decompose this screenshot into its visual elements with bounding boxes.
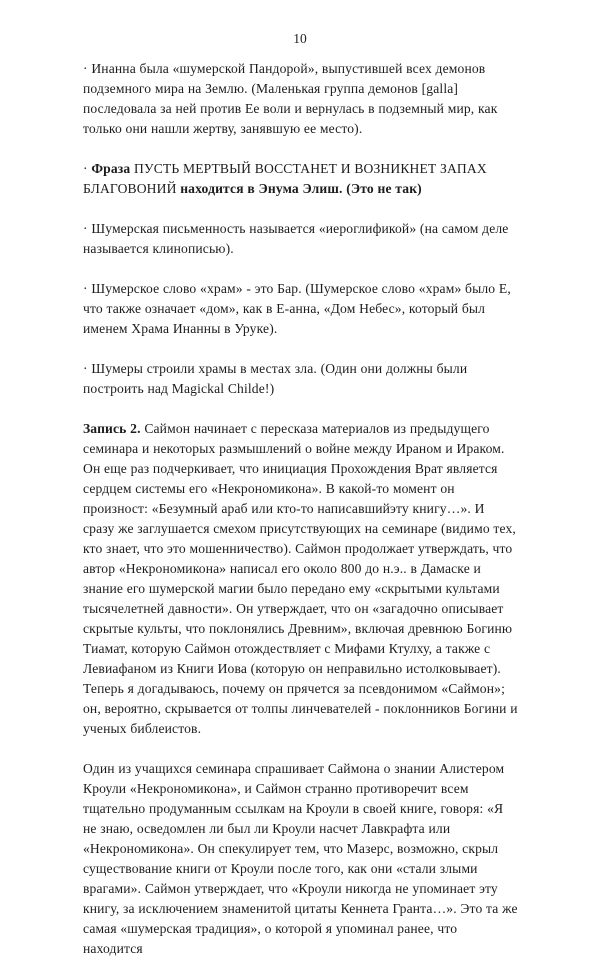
bullet-text: Шумерская письменность называется «иероглификой» (на самом деле называется клинописью). [83, 221, 509, 256]
bullet-text: Шумерское слово «храм» - это Бар. (Шумерское слово «храм» было Е, что также означает «дом», как в Е-анна, «Дом Небес», который был именем Храма Инанны в Уруке). [83, 281, 511, 336]
bullet-item-temple-word [83, 279, 519, 339]
paragraph-lead-bold: Запись 2. [83, 421, 141, 436]
bullet-marker: · [83, 161, 88, 176]
bullet-tail-bold: находится в Энума Элиш. (Это не так) [180, 181, 422, 196]
bullet-lead-bold: Фраза [91, 161, 131, 176]
paragraph-crowley [83, 759, 519, 959]
bullet-marker: · [83, 221, 88, 236]
bullet-caps-phrase: ПУСТЬ МЕРТВЫЙ ВОССТАНЕТ И ВОЗНИКНЕТ ЗАПАХ БЛАГОВОНИЙ [83, 161, 487, 196]
bullet-text: Инанна была «шумерской Пандорой», выпустившей всех демонов подземного мира на Землю. (Маленькая группа демонов [galla] последовала за ней против Ее воли и вернулась в подземный мир, как только они нашли жертву, занявшую ее место). [83, 61, 498, 136]
bullet-marker: · [83, 281, 88, 296]
bullet-marker: · [83, 61, 88, 76]
bullet-item-phrase [83, 159, 519, 199]
paragraph-text: Саймон начинает с пересказа материалов из предыдущего семинара и некоторых размышлений о войне между Ираном и Ираком. Он еще раз подчеркивает, что инициация Прохождения Врат является сердцем системы его «Некрономикона». В какой-то момент он произност: «Безумный араб или кто-то написавшийэту книгу…». И сразу же заглушается смехом присутствующих на семинаре (видимо тех, кто знает, что это мошенничество). Саймон продолжает утверждать, что автор «Некрономикона» написал его около 800 до н.э.. в Дамаске и знание его шумерской магии было передано ему «скрытыми культами тысячелетней давности». Он утверждает, что он «загадочно описывает скрытые культы, что поклонялись Древним», включая древнюю Богиню Тиамат, которую Саймон отождествляет с Мифами Ктулху, а также с Левиафаном из Книги Иова (которую он неправильно истолковывает). Теперь я догадываюсь, почему он прячется за псевдонимом «Саймон»; он, вероятно, скрывается от толпы линчевателей - поклонников Богини и ученых библеистов. [83, 421, 518, 736]
bullet-text: Шумеры строили храмы в местах зла. (Один они должны были построить над Magickal Childe!) [83, 361, 468, 396]
page-number: 10 [293, 31, 307, 46]
bullet-item-inanna [83, 59, 519, 139]
paragraph-text: Один из учащихся семинара спрашивает Саймона о знании Алистером Кроули «Некрономикона», и Саймон странно противоречит всем тщательно продуманным ссылкам на Кроули в своей книге, говоря: «Я не знаю, осведомлен ли был ли Кроули насчет Лавкрафта или «Некрономикона». Он спекулирует тем, что Мазерс, возможно, скрыл существование книги от Кроули после того, как они «стали злыми врагами». Саймон утверждает, что «Кроули никогда не упоминает эту книгу, за исключением знаменитой цитаты Кеннета Гранта…». Это та же самая «шумерская традиция», о которой я упоминал ранее, что находится [83, 761, 518, 956]
bullet-marker: · [83, 361, 88, 376]
page-body [83, 59, 519, 979]
bullet-item-writing [83, 219, 519, 259]
paragraph-entry-2 [83, 419, 519, 739]
bullet-item-temples-evil [83, 359, 519, 399]
